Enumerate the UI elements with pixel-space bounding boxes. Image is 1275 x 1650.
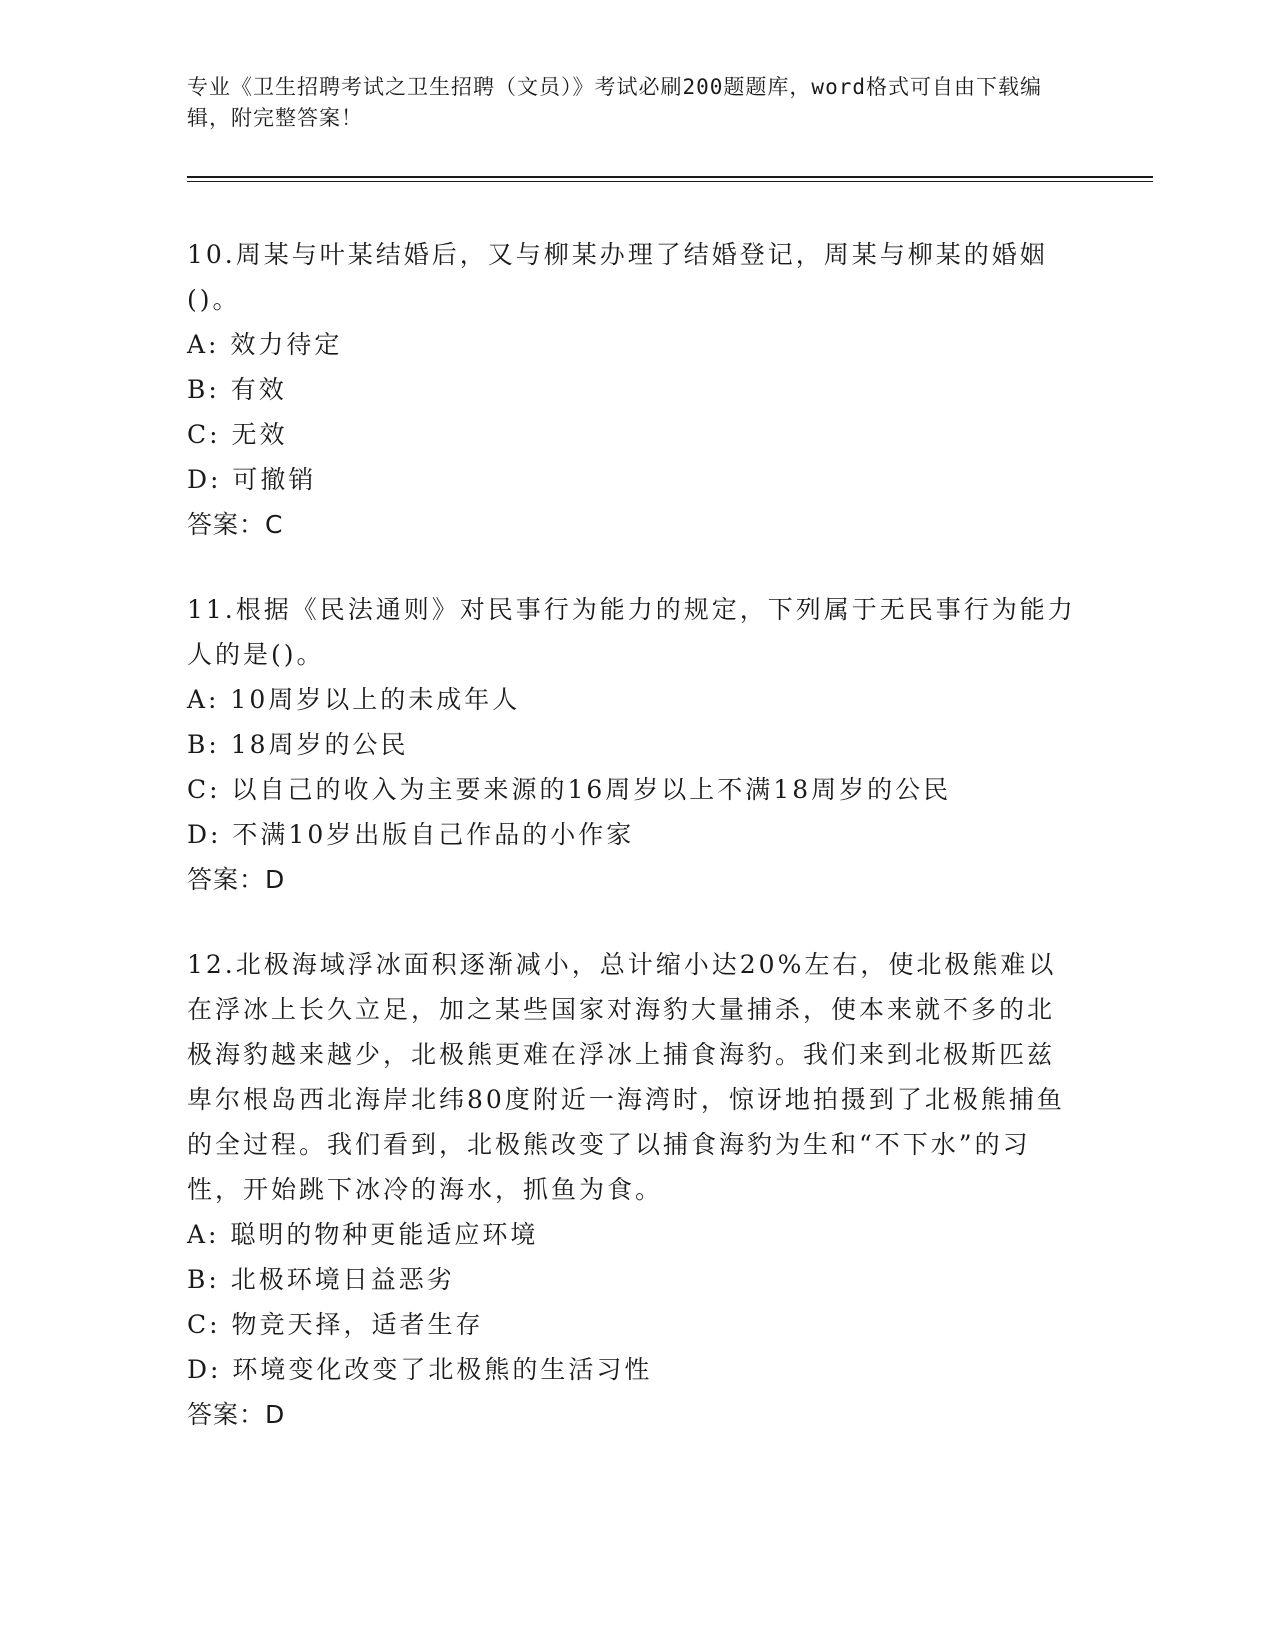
answer-line: 答案：C <box>187 510 284 539</box>
question-stem: 11.根据《民法通则》对民事行为能力的规定，下列属于无民事行为能力人的是()。 <box>187 595 1076 669</box>
question-stem: 12.北极海域浮冰面积逐渐减小，总计缩小达20%左右，使北极熊难以在浮冰上长久立足，加之某些国家对海豹大量捕杀，使本来就不多的北极海豹越来越少，北极熊更难在浮冰上捕食海豹。我们来到北极斯匹兹卑尔根岛西北海岸北纬80度附近一海湾时，惊讶地拍摄到了北极熊捕鱼的全过程。我们看到，北极熊改变了以捕食海豹为生和“不下水”的习性，开始跳下冰冷的海水，抓鱼为食。 <box>187 950 1065 1204</box>
question-11 <box>187 587 1077 902</box>
option-a: A: 10周岁以上的未成年人 <box>187 685 521 714</box>
option-b: B: 有效 <box>187 375 287 404</box>
answer-line: 答案：D <box>187 865 286 894</box>
header-divider-thin <box>187 181 1153 182</box>
header-divider <box>187 176 1153 178</box>
question-list <box>187 232 1077 1477</box>
option-d: D: 可撤销 <box>187 465 317 494</box>
page-header: 专业《卫生招聘考试之卫生招聘（文员）》考试必刷200题题库，word格式可自由下载编辑，附完整答案！ <box>187 75 1042 130</box>
option-d: D: 不满10岁出版自己作品的小作家 <box>187 820 635 849</box>
option-c: C: 以自己的收入为主要来源的16周岁以上不满18周岁的公民 <box>187 775 952 804</box>
question-10 <box>187 232 1077 547</box>
option-c: C: 无效 <box>187 420 288 449</box>
option-a: A: 效力待定 <box>187 330 343 359</box>
question-stem: 10.周某与叶某结婚后，又与柳某办理了结婚登记，周某与柳某的婚姻()。 <box>187 240 1048 314</box>
option-c: C: 物竞天择，适者生存 <box>187 1310 484 1339</box>
question-12 <box>187 942 1077 1437</box>
answer-line: 答案：D <box>187 1400 286 1429</box>
option-b: B: 北极环境日益恶劣 <box>187 1265 455 1294</box>
option-a: A: 聪明的物种更能适应环境 <box>187 1220 539 1249</box>
option-b: B: 18周岁的公民 <box>187 730 409 759</box>
option-d: D: 环境变化改变了北极熊的生活习性 <box>187 1355 653 1384</box>
